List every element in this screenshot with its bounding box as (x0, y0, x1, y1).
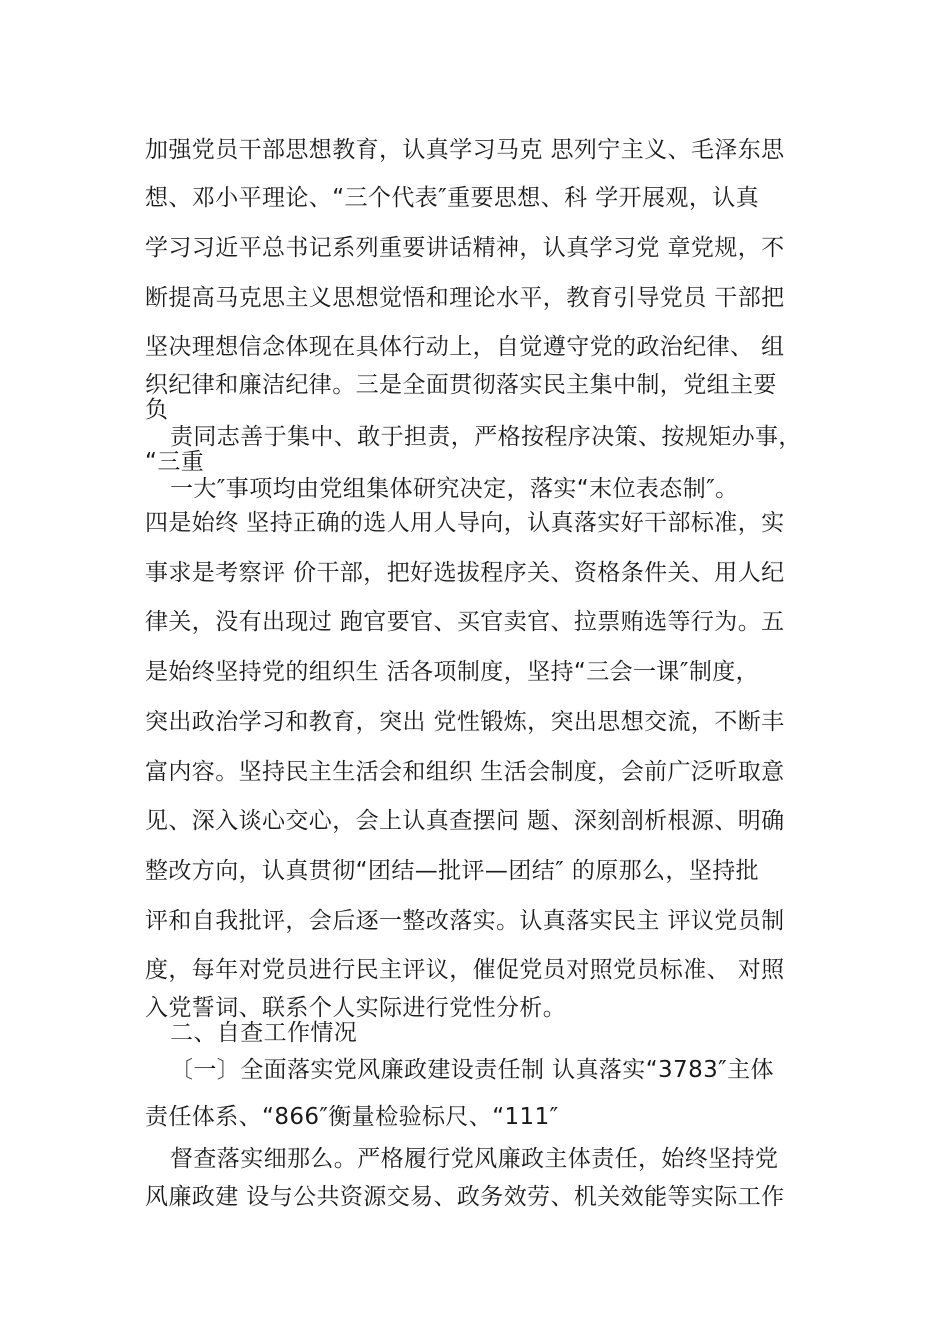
section-heading: 二、自查工作情况 (170, 1020, 358, 1046)
body-text-line: 风廉政建 设与公共资源交易、政务效劳、机关效能等实际工作 (145, 1184, 785, 1210)
body-text-line: 整改方向，认真贯彻“团结—批评—团结″ 的原那么，坚持批 (145, 858, 760, 884)
body-text-line: 断提高马克思主义思想觉悟和理论水平，教育引导党员 干部把 (145, 285, 785, 311)
subsection-heading: 〔一〕全面落实党风廉政建设责任制 认真落实“3783″主体 (170, 1057, 774, 1083)
body-text-line: 加强党员干部思想教育，认真学习马克 思列宁主义、毛泽东思 (145, 137, 785, 163)
body-text-line: 想、邓小平理论、“三个代表″重要思想、科 学开展观，认真 (145, 185, 760, 211)
body-text-line: 律关，没有出现过 跑官要官、买官卖官、拉票贿选等行为。五 (145, 609, 785, 635)
body-text-line: 织纪律和廉洁纪律。三是全面贯彻落实民主集中制，党组主要 (145, 372, 777, 398)
body-text-line: 富内容。坚持民主生活会和组织 生活会制度，会前广泛听取意 (145, 759, 785, 785)
body-text-line: 是始终坚持党的组织生 活各项制度，坚持“三会一课″制度， (145, 659, 760, 685)
body-text-line: 负 (145, 397, 169, 423)
body-text-line: 坚决理想信念体现在具体行动上，自觉遵守党的政治纪律、 组 (145, 334, 785, 360)
body-text-line: 责任体系、“866″衡量检验标尺、“111″ (145, 1104, 559, 1130)
body-text-line: 突出政治学习和教育，突出 党性锻炼，突出思想交流，不断丰 (145, 709, 785, 735)
body-text-line: 事求是考察评 价干部，把好选拔程序关、资格条件关、用人纪 (145, 560, 785, 586)
body-text-line: 四是始终 坚持正确的选人用人导向，认真落实好干部标准，实 (145, 510, 785, 536)
body-text-line: “三重 (145, 449, 205, 475)
body-text-line: 见、深入谈心交心，会上认真查摆问 题、深刻剖析根源、明确 (145, 808, 785, 834)
body-text-line: 一大″事项均由党组集体研究决定，落实“末位表态制″。 (170, 476, 739, 502)
body-text-line: 入党誓词、联系个人实际进行党性分析。 (145, 995, 567, 1021)
body-text-line: 督查落实细那么。严格履行党风廉政主体责任，始终坚持党 (170, 1146, 779, 1172)
body-text-line: 评和自我批评，会后逐一整改落实。认真落实民主 评议党员制 (145, 908, 785, 934)
body-text-line: 度，每年对党员进行民主评议，催促党员对照党员标准、 对照 (145, 957, 785, 983)
body-text-line: 责同志善于集中、敢于担责，严格按程序决策、按规矩办事， (170, 424, 802, 450)
body-text-line: 学习习近平总书记系列重要讲话精神，认真学习党 章党规，不 (145, 235, 785, 261)
